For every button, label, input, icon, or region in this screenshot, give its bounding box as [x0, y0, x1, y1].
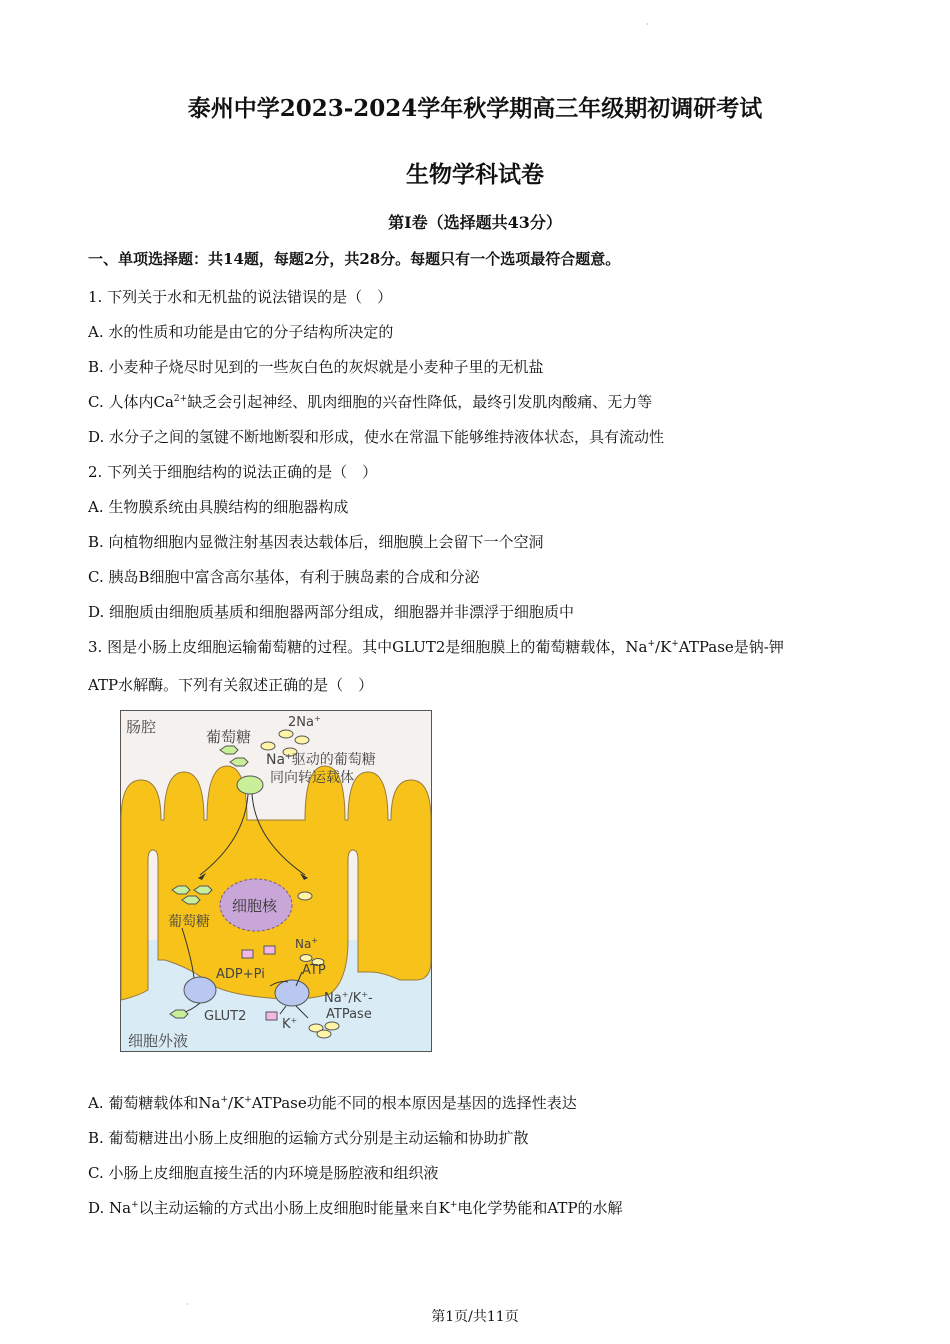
sodium-ion: [279, 730, 293, 738]
page-footer: 第1页/共11页: [431, 1309, 519, 1325]
label-glucose-top: 葡萄糖: [206, 728, 252, 746]
q3-option-c: C. 小肠上皮细胞直接生活的内环境是肠腔液和组织液: [88, 1164, 439, 1182]
label-2na: 2Na+: [288, 714, 321, 730]
q3-option-a: A. 葡萄糖载体和Na+/K+ATPase功能不同的根本原因是基因的选择性表达: [88, 1094, 577, 1112]
q2-option-a: A. 生物膜系统由具膜结构的细胞器构成: [88, 498, 349, 516]
na-k-atpase-pump: [275, 980, 309, 1006]
q3-option-b: B. 葡萄糖进出小肠上皮细胞的运输方式分别是主动运输和协助扩散: [88, 1129, 529, 1147]
label-pump-1: Na+/K+-: [324, 990, 373, 1006]
label-lumen: 肠腔: [126, 718, 157, 736]
label-nucleus: 细胞核: [232, 897, 278, 915]
potassium-ion: [264, 946, 275, 954]
q2-option-c: C. 胰岛B细胞中富含高尔基体，有利于胰岛素的合成和分泌: [88, 568, 480, 586]
sodium-ion: [295, 736, 309, 744]
label-cotransporter-2: 同向转运载体: [270, 770, 354, 786]
label-atp: ATP: [302, 963, 326, 978]
scan-dot: ·: [186, 1300, 189, 1309]
q3-option-d: D. Na+以主动运输的方式出小肠上皮细胞时能量来自K+电化学势能和ATP的水解: [88, 1199, 623, 1217]
q1-stem: 1. 下列关于水和无机盐的说法错误的是（ ）: [88, 288, 393, 306]
glucose-transport-figure: [120, 710, 432, 1052]
potassium-ion: [242, 950, 253, 958]
q1-option-c: C. 人体内$Ca^{2+}$缺乏会引起神经、肌肉细胞的兴奋性降低，最终引发肌肉酸痛、无力等: [88, 393, 653, 411]
sodium-ion: [300, 955, 312, 962]
q2-option-b: B. 向植物细胞内显微注射基因表达载体后，细胞膜上会留下一个空洞: [88, 533, 544, 551]
glut2-carrier: [184, 977, 216, 1003]
q3-stem: 3. 图是小肠上皮细胞运输葡萄糖的过程。其中GLUT2是细胞膜上的葡萄糖载体，Na+/K+ATPase是钠-钾: [88, 638, 784, 656]
sodium-ion: [317, 1030, 331, 1038]
label-k: K+: [282, 1016, 298, 1032]
label-adp: ADP+Pi: [216, 967, 265, 982]
q3-stem-line2: ATP水解酶。下列有关叙述正确的是（ ）: [88, 676, 374, 694]
na-glucose-cotransporter: [237, 776, 263, 794]
exam-subtitle: 生物学科试卷: [406, 161, 544, 188]
part-heading: 一、单项选择题：共14题，每题2分，共28分。每题只有一个选项最符合题意。: [88, 250, 621, 268]
q1-option-d: D. 水分子之间的氢键不断地断裂和形成，使水在常温下能够维持液体状态，具有流动性: [88, 428, 665, 446]
section-heading: 第Ⅰ卷（选择题共43分）: [388, 213, 562, 232]
q1-option-b: B. 小麦种子烧尽时见到的一些灰白色的灰烬就是小麦种子里的无机盐: [88, 358, 544, 376]
scan-dot: ·: [646, 20, 649, 29]
label-glucose-mid: 葡萄糖: [168, 914, 210, 930]
label-glut2: GLUT2: [204, 1009, 247, 1024]
sodium-ion: [261, 742, 275, 750]
exam-title: 泰州中学2023-2024学年秋学期高三年级期初调研考试: [187, 95, 763, 122]
label-pump-2: ATPase: [326, 1007, 372, 1022]
q1-option-a: A. 水的性质和功能是由它的分子结构所决定的: [88, 323, 394, 341]
q2-stem: 2. 下列关于细胞结构的说法正确的是（ ）: [88, 463, 378, 481]
sodium-ion: [325, 1022, 339, 1030]
q2-option-d: D. 细胞质由细胞质基质和细胞器两部分组成，细胞器并非漂浮于细胞质中: [88, 603, 575, 621]
potassium-ion: [266, 1012, 277, 1020]
label-extracellular: 细胞外液: [128, 1032, 189, 1050]
label-cotransporter-1: Na+驱动的葡萄糖: [266, 752, 376, 768]
sodium-ion: [298, 892, 312, 900]
label-na-right: Na+: [295, 936, 319, 951]
